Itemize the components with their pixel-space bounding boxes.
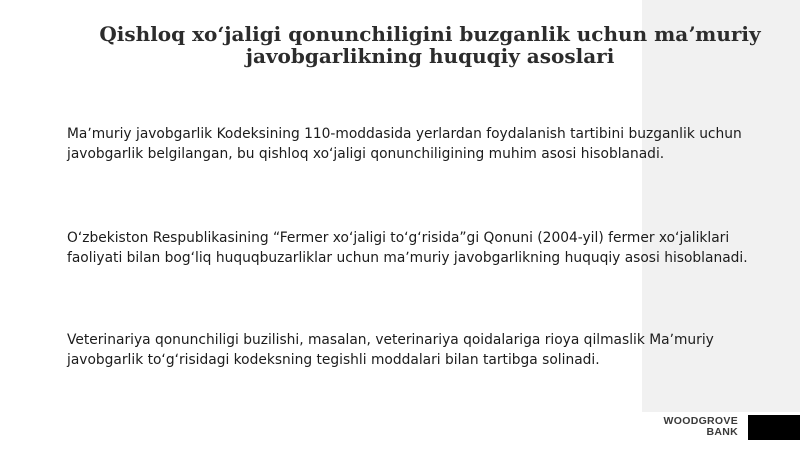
slide-title: Qishloq xoʻjaligi qonunchiligini buzganlik uchun maʼmuriy javobgarlikning huquqiy asoslari — [99, 22, 761, 68]
paragraph-1: Maʼmuriy javobgarlik Kodeksining 110-moddasida yerlardan foydalanish tartibini buzganlik uchun javobgarlik belgilangan, bu qishloq xoʻjaligi qonunchiligining muhim asosi hisoblanadi. — [67, 126, 742, 162]
logo-line-2: BANK — [706, 426, 738, 438]
logo-line-1: WOODGROVE — [663, 415, 738, 427]
black-box — [748, 415, 800, 440]
paragraph-3: Veterinariya qonunchiligi buzilishi, masalan, veterinariya qoidalariga rioya qilmaslik Maʼmuriy javobgarlik toʻgʻrisidagi kodeksning tegishli moddalari bilan tartibga solinadi. — [67, 332, 714, 368]
woodgrove-bank-logo — [658, 416, 738, 438]
paragraph-2: Oʻzbekiston Respublikasining “Fermer xoʻjaligi toʻgʻrisida”gi Qonuni (2004-yil) fermer xoʻjaliklari faoliyati bilan bogʻliq huquqbuzarliklar uchun maʼmuriy javobgarlikning huquqiy asosi hisoblanadi. — [67, 230, 748, 266]
